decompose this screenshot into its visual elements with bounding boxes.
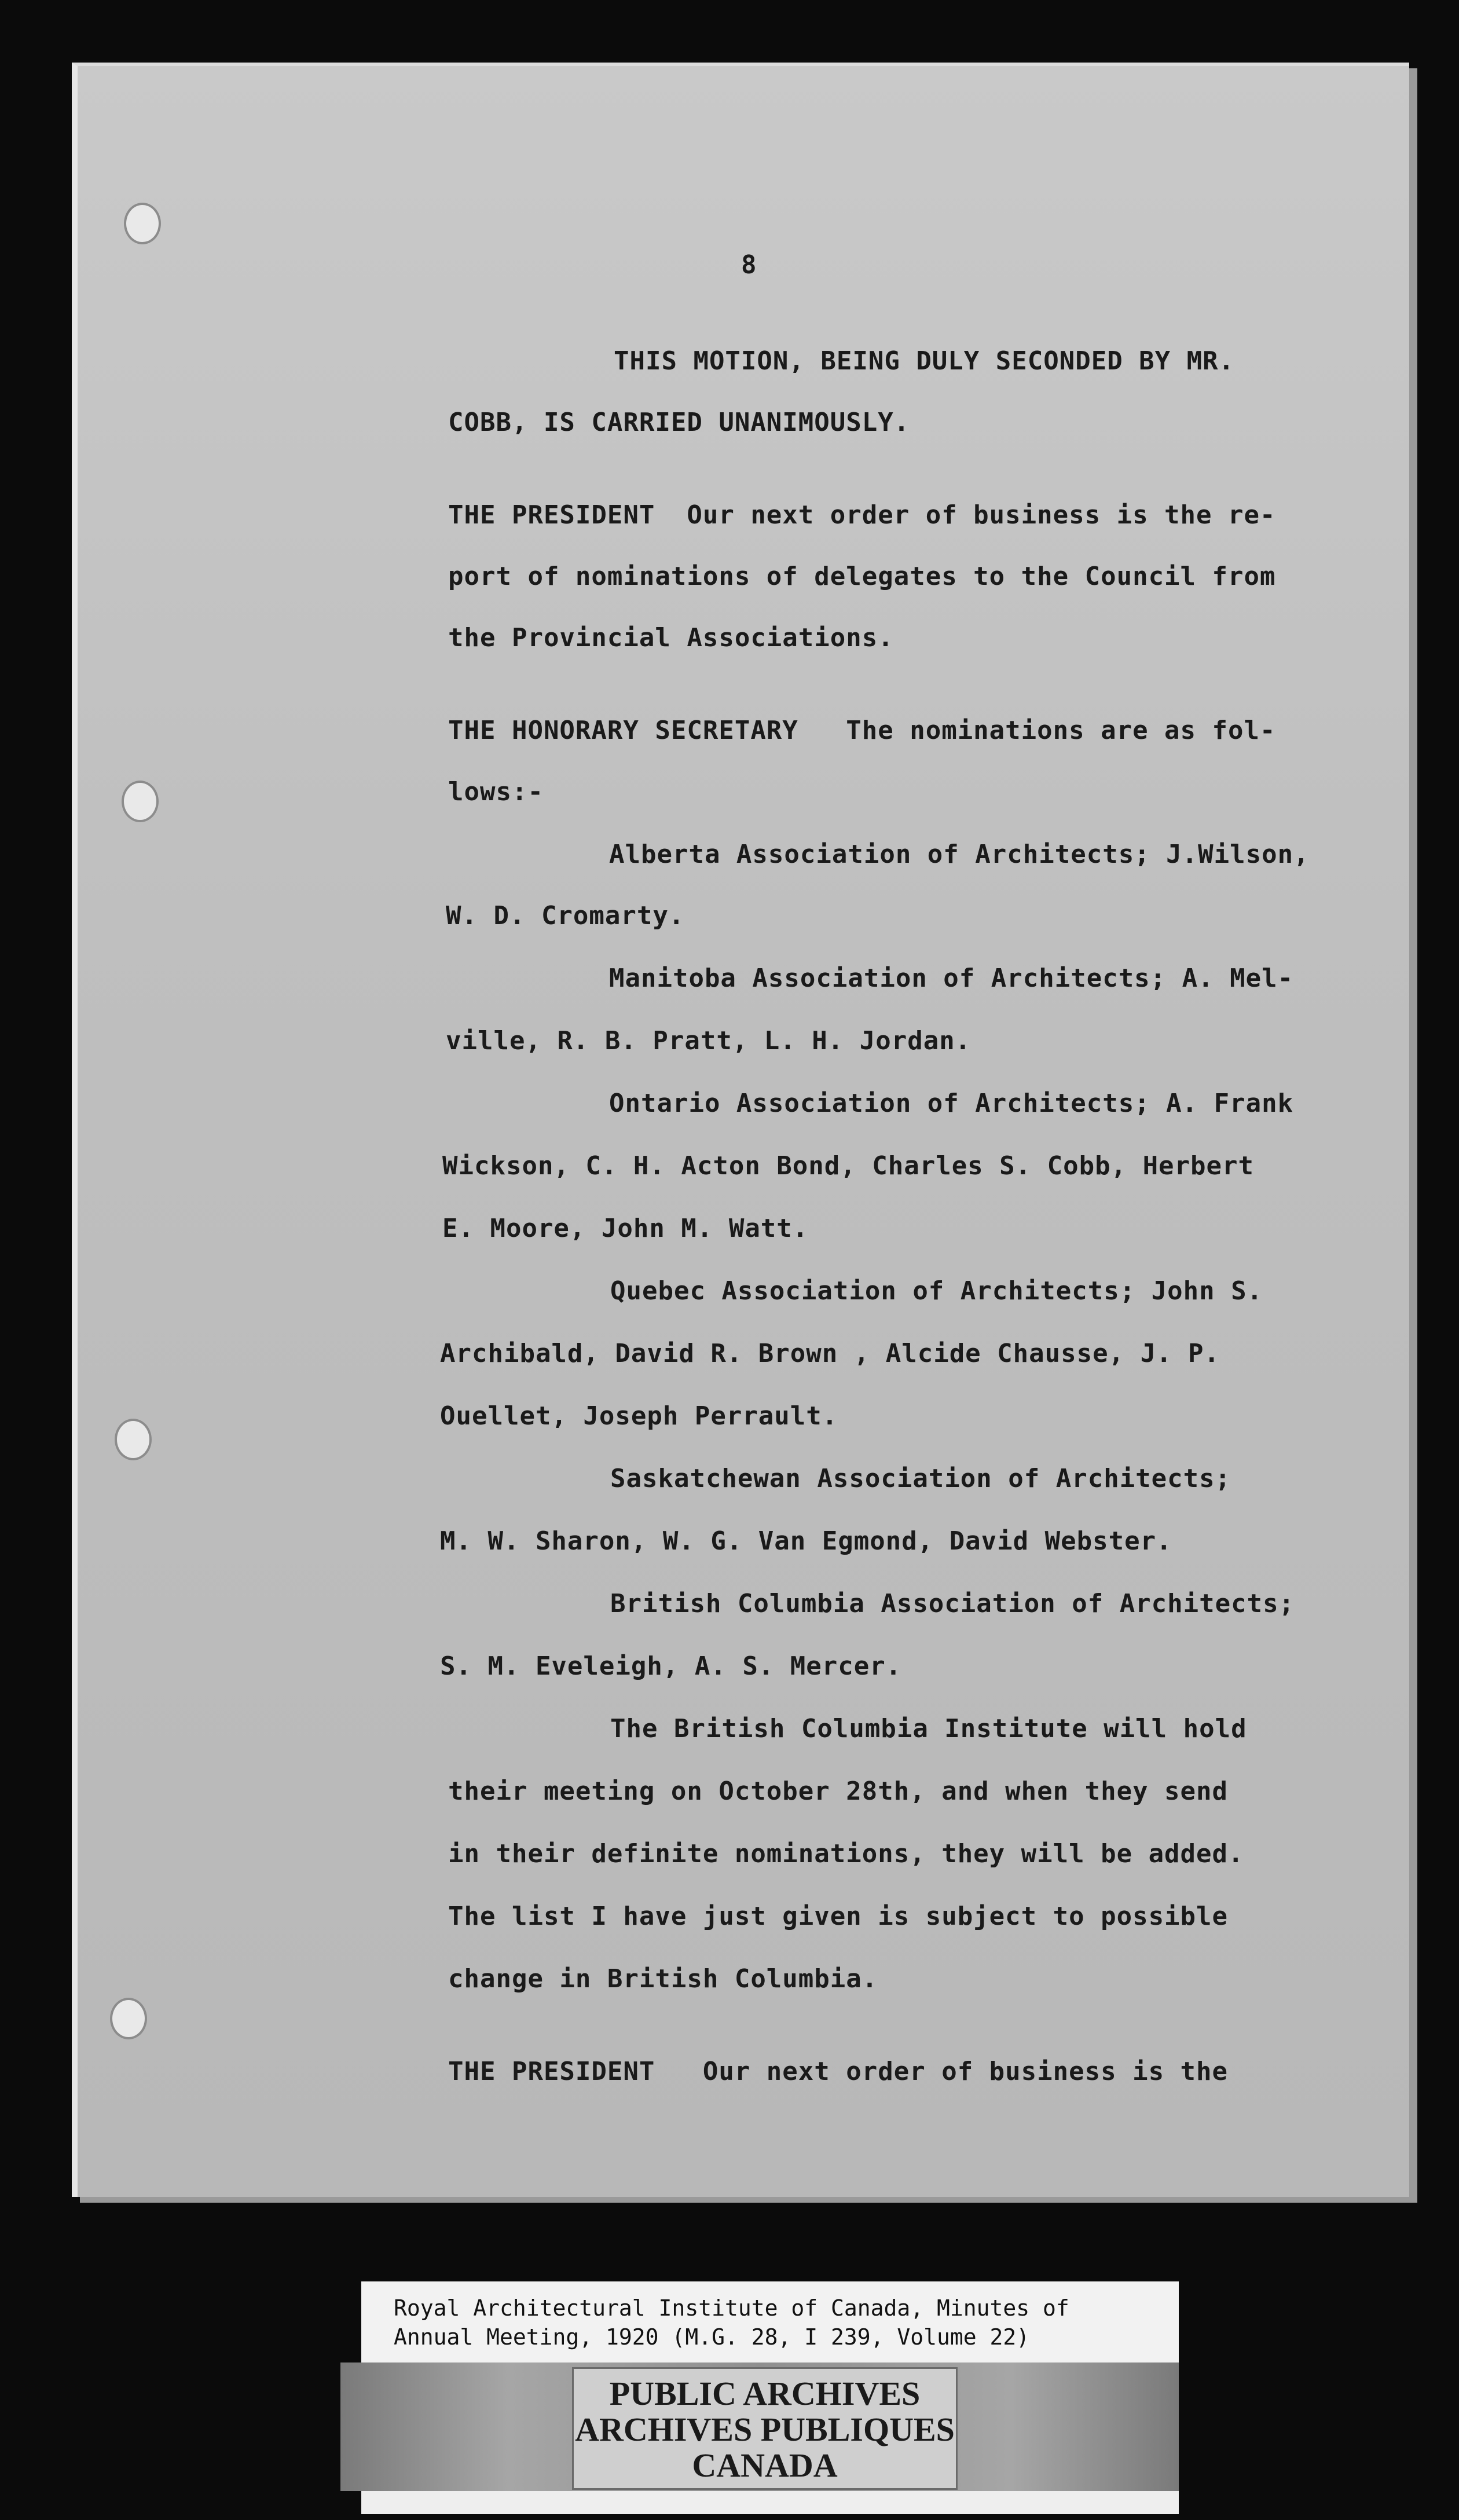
page-number: 8 bbox=[741, 250, 757, 280]
archive-caption bbox=[361, 2281, 1179, 2362]
text-line: Wickson, C. H. Acton Bond, Charles S. Cobb, Herbert bbox=[442, 1151, 1255, 1181]
archives-stamp bbox=[340, 2362, 1179, 2491]
text-line: Ontario Association of Architects; A. Frank bbox=[609, 1089, 1294, 1118]
text-line: Archibald, David R. Brown , Alcide Chausse, J. P. bbox=[440, 1339, 1220, 1368]
text-line: THE PRESIDENT Our next order of business is the bbox=[448, 2057, 1229, 2086]
text-line: port of nominations of delegates to the Council from bbox=[448, 562, 1276, 591]
caption-line: Annual Meeting, 1920 (M.G. 28, I 239, Volume 22) bbox=[394, 2324, 1030, 2350]
text-line: Saskatchewan Association of Architects; bbox=[610, 1464, 1231, 1493]
text-line: The list I have just given is subject to possible bbox=[448, 1902, 1229, 1931]
bottom-strip bbox=[361, 2491, 1179, 2514]
text-line: ville, R. B. Pratt, L. H. Jordan. bbox=[446, 1026, 972, 1056]
text-line: their meeting on October 28th, and when they send bbox=[448, 1777, 1229, 1806]
text-line: Manitoba Association of Architects; A. Mel- bbox=[609, 964, 1294, 993]
text-line: Quebec Association of Architects; John S. bbox=[610, 1276, 1263, 1306]
text-line: THE PRESIDENT Our next order of business is the re- bbox=[448, 500, 1276, 530]
caption-line: Royal Architectural Institute of Canada, Minutes of bbox=[394, 2295, 1069, 2321]
text-line: The British Columbia Institute will hold bbox=[610, 1714, 1247, 1744]
text-line: M. W. Sharon, W. G. Van Egmond, David Webster. bbox=[440, 1526, 1172, 1556]
text-line: British Columbia Association of Architects; bbox=[610, 1589, 1295, 1618]
document-sheet bbox=[72, 63, 1409, 2197]
text-line: THIS MOTION, BEING DULY SECONDED BY MR. bbox=[614, 346, 1235, 376]
text-line: E. Moore, John M. Watt. bbox=[442, 1214, 809, 1243]
stamp-box bbox=[572, 2367, 958, 2490]
text-line: COBB, IS CARRIED UNANIMOUSLY. bbox=[448, 408, 910, 437]
stamp-line: ARCHIVES PUBLIQUES bbox=[575, 2411, 955, 2448]
text-line: Ouellet, Joseph Perrault. bbox=[440, 1401, 838, 1431]
stamp-line: CANADA bbox=[692, 2446, 838, 2484]
text-line: lows:- bbox=[448, 777, 544, 807]
stamp-line: PUBLIC ARCHIVES bbox=[609, 2375, 921, 2412]
text-line: the Provincial Associations. bbox=[448, 623, 894, 653]
typed-text bbox=[78, 66, 1409, 2197]
text-line: in their definite nominations, they will be added. bbox=[448, 1839, 1244, 1869]
text-line: Alberta Association of Architects; J.Wilson, bbox=[609, 840, 1310, 869]
text-line: THE HONORARY SECRETARY The nominations are as fol- bbox=[448, 716, 1276, 745]
text-line: S. M. Eveleigh, A. S. Mercer. bbox=[440, 1651, 902, 1681]
text-line: change in British Columbia. bbox=[448, 1964, 878, 1994]
text-line: W. D. Cromarty. bbox=[446, 901, 685, 931]
